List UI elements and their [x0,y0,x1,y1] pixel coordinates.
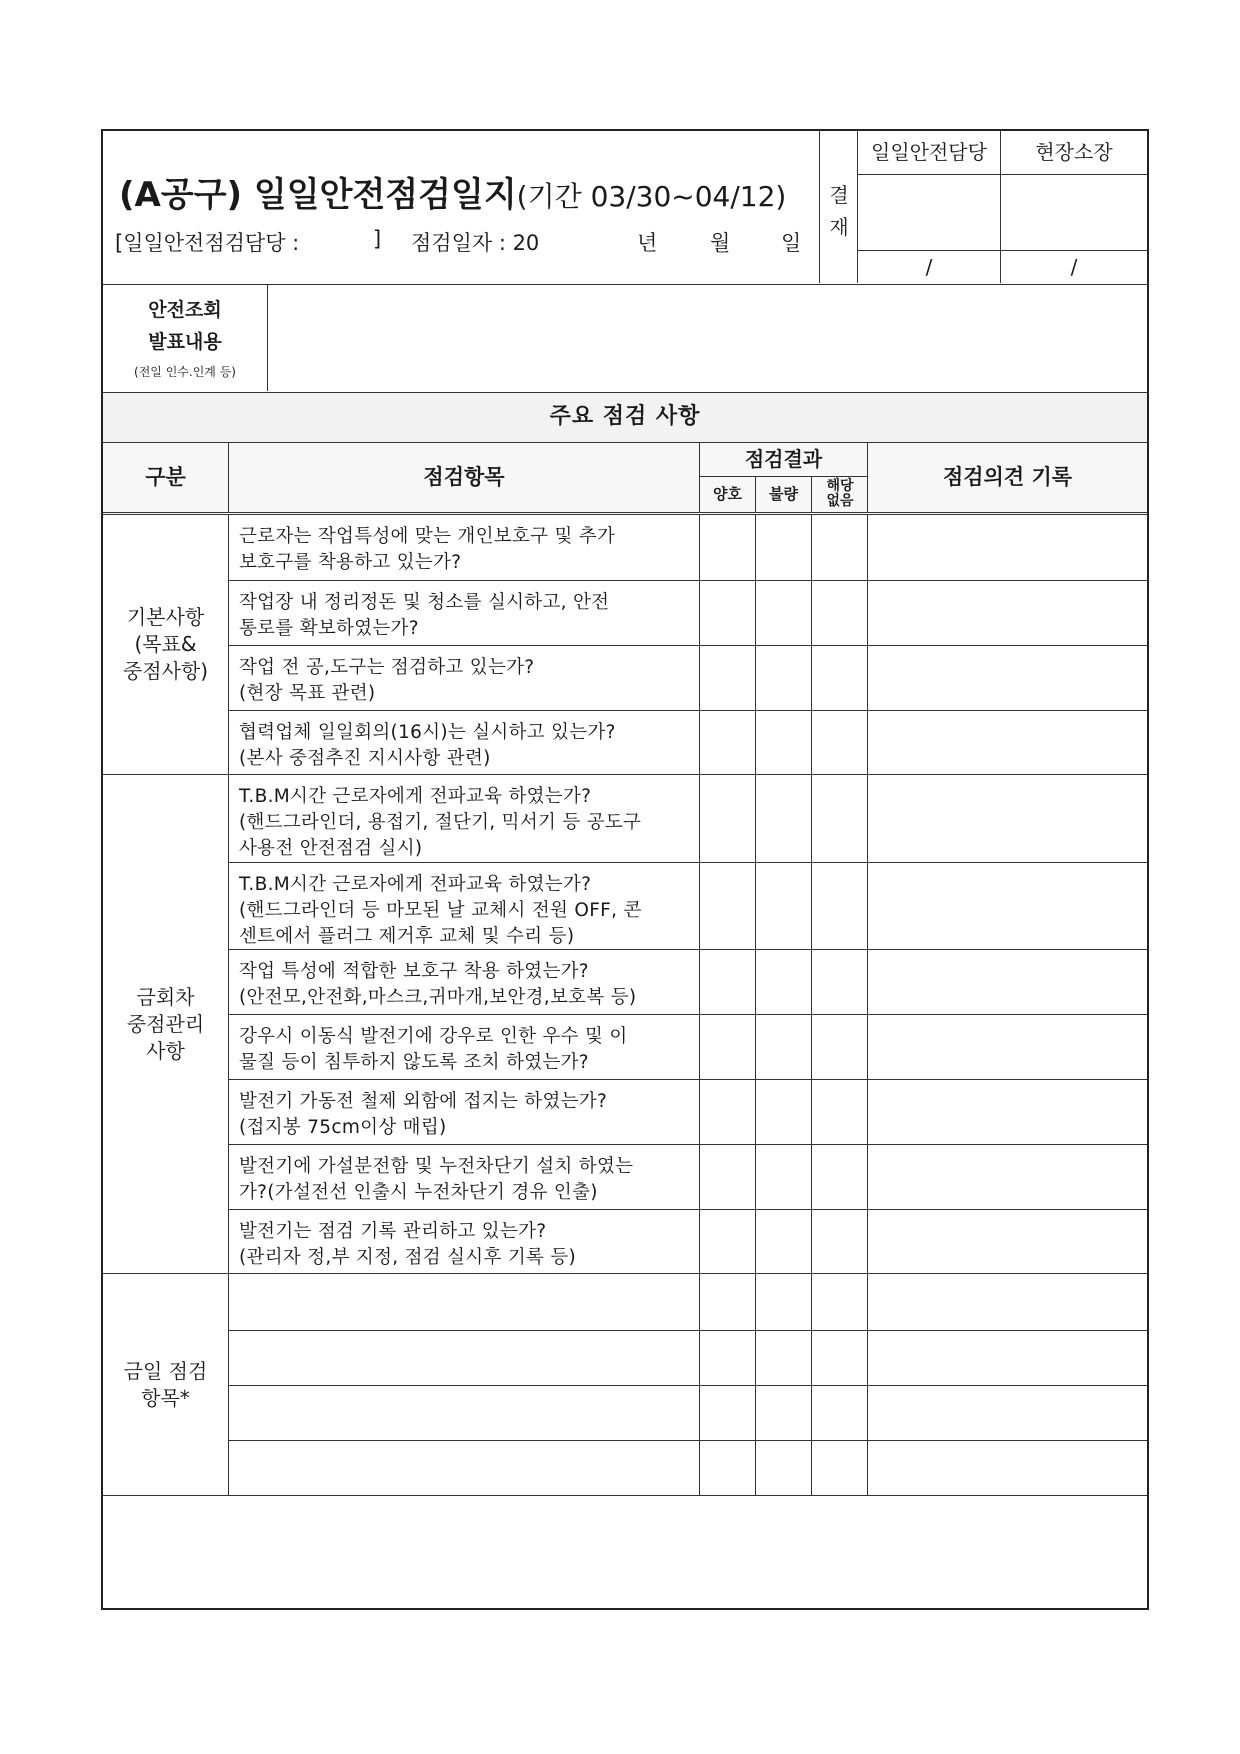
check-item-text: 강우시 이동식 발전기에 강우로 인한 우수 및 이 [239,1026,628,1047]
date-month: 월 [710,231,731,255]
manager-label: [일일안전점검담당 : [115,231,300,255]
check-item-text: T.B.M시간 근로자에게 전파교육 하였는가? [239,786,592,807]
date-day: 일 [781,231,802,255]
result-bad-cell[interactable] [756,1015,812,1079]
opinion-cell[interactable] [868,1441,1147,1496]
result-bad-cell[interactable] [756,1274,812,1330]
result-bad-cell[interactable] [756,646,812,710]
table-row [229,515,1147,580]
table-row [229,1274,1147,1330]
opinion-cell[interactable] [868,1331,1147,1385]
check-item-text: 발전기는 점검 기록 관리하고 있는가? [239,1221,547,1242]
table-row [229,1330,1147,1385]
result-na-cell[interactable] [812,1080,868,1144]
result-na-cell[interactable] [812,1386,868,1440]
meeting-label-note: (전일 인수.인계 등) [134,365,236,379]
header-result-na-line2: 없음 [826,493,854,509]
table-row [229,1079,1147,1144]
result-good-cell[interactable] [700,1274,756,1330]
check-item-text: 사용전 안전점검 실시) [239,838,423,859]
table-row [229,645,1147,710]
approval-label-bottom: 재 [829,215,849,239]
form-header [103,131,1147,285]
result-good-cell[interactable] [700,1145,756,1209]
result-na-cell[interactable] [812,1441,868,1496]
opinion-cell[interactable] [868,775,1147,862]
header-opinion: 점검의견 기록 [942,465,1073,489]
safety-meeting-label [103,285,268,391]
result-good-cell[interactable] [700,581,756,645]
check-item-text: 보호구를 착용하고 있는가? [239,552,462,573]
approval-col-site-title: 현장소장 [1001,131,1147,175]
table-row [229,775,1147,862]
opinion-cell[interactable] [868,711,1147,775]
check-item-cell [229,1145,700,1209]
result-na-cell[interactable] [812,1145,868,1209]
table-row [229,1209,1147,1274]
check-item-cell [229,863,700,949]
title-area [103,131,820,283]
result-na-cell[interactable] [812,1331,868,1385]
check-item-cell [229,711,700,775]
check-item-cell [229,646,700,710]
table-row [229,1440,1147,1496]
approval-signature-site[interactable] [1001,175,1147,251]
approval-col-site [1001,131,1147,283]
result-bad-cell[interactable] [756,1331,812,1385]
group-label: 금일 점검 항목* [103,1274,229,1495]
group-label: 금회차 중점관리 사항 [103,775,229,1273]
check-item-text: 근로자는 작업특성에 맞는 개인보호구 및 추가 [239,526,616,547]
date-label: 점검일자 : 20 [411,231,540,255]
approval-date-site[interactable]: / [1070,255,1078,279]
check-item-text: (핸드그라인더 등 마모된 날 교체시 전원 OFF, 콘 [239,900,642,921]
check-item-text: T.B.M시간 근로자에게 전파교육 하였는가? [239,874,592,895]
safety-meeting-row [103,285,1147,393]
check-item-cell[interactable] [229,1331,700,1385]
header-item: 점검항목 [229,443,700,512]
check-item-cell [229,515,700,580]
date-year: 년 [637,231,658,255]
header-gubun: 구분 [103,443,229,512]
check-item-text: (본사 중점추진 지시사항 관련) [239,748,491,769]
check-item-cell [229,1210,700,1274]
result-bad-cell[interactable] [756,1080,812,1144]
meeting-label-line2: 발표내용 [148,331,222,353]
section-title: 주요 점검 사항 [103,393,1147,443]
check-item-text: (현장 목표 관련) [239,683,376,704]
result-bad-cell[interactable] [756,950,812,1014]
opinion-cell[interactable] [868,1210,1147,1274]
result-na-cell[interactable] [812,711,868,775]
approval-col-safety [858,131,1001,283]
result-good-cell[interactable] [700,775,756,862]
approval-label [820,131,858,283]
result-bad-cell[interactable] [756,1210,812,1274]
result-bad-cell[interactable] [756,1386,812,1440]
opinion-cell[interactable] [868,1080,1147,1144]
result-bad-cell[interactable] [756,863,812,949]
check-item-cell [229,950,700,1014]
manager-bracket-close: ] [373,227,382,251]
approval-col-safety-title: 일일안전담당 [858,131,1000,175]
row-group [103,1274,1147,1496]
opinion-cell[interactable] [868,1274,1147,1330]
check-item-text: (안전모,안전화,마스크,귀마개,보안경,보호복 등) [239,987,637,1008]
result-bad-cell[interactable] [756,1145,812,1209]
opinion-cell[interactable] [868,581,1147,645]
approval-date-safety[interactable]: / [925,255,933,279]
row-group [103,515,1147,775]
result-bad-cell[interactable] [756,775,812,862]
check-item-cell [229,1080,700,1144]
manager-date-line [115,227,815,259]
header-result-title: 점검결과 [700,443,867,477]
page-title [119,167,786,216]
check-item-text: 가?(가설전선 인출시 누전차단기 경유 인출) [239,1182,598,1203]
result-good-cell[interactable] [700,515,756,580]
opinion-cell[interactable] [868,1145,1147,1209]
check-item-text: 작업장 내 정리정돈 및 청소를 실시하고, 안전 [239,592,610,613]
opinion-cell[interactable] [868,646,1147,710]
opinion-cell[interactable] [868,1015,1147,1079]
check-item-cell[interactable] [229,1386,700,1440]
result-na-cell[interactable] [812,775,868,862]
row-group [103,775,1147,1274]
result-good-cell[interactable] [700,1441,756,1496]
result-na-cell[interactable] [812,1210,868,1274]
result-good-cell[interactable] [700,1386,756,1440]
result-na-cell[interactable] [812,581,868,645]
check-item-text: 센트에서 플러그 제거후 교체 및 수리 등) [239,926,575,947]
result-na-cell[interactable] [812,1015,868,1079]
approval-area [820,131,1147,283]
check-item-cell[interactable] [229,1441,700,1496]
result-good-cell[interactable] [700,1015,756,1079]
opinion-cell[interactable] [868,950,1147,1014]
header-result-good: 양호 [700,477,756,512]
result-bad-cell[interactable] [756,1441,812,1496]
table-row [229,1385,1147,1440]
result-good-cell[interactable] [700,1210,756,1274]
result-good-cell[interactable] [700,950,756,1014]
check-item-text: 발전기에 가설분전함 및 누전차단기 설치 하였는 [239,1156,634,1177]
opinion-cell[interactable] [868,863,1147,949]
check-item-text: 발전기 가동전 철제 외함에 접지는 하였는가? [239,1091,608,1112]
result-na-cell[interactable] [812,646,868,710]
result-na-cell[interactable] [812,863,868,949]
group-label: 기본사항 (목표& 중점사항) [103,515,229,774]
check-item-text: 작업 전 공,도구는 점검하고 있는가? [239,657,535,678]
check-item-text: (핸드그라인더, 용접기, 절단기, 믹서기 등 공도구 [239,812,642,833]
opinion-cell[interactable] [868,1386,1147,1440]
meeting-label-line1: 안전조회 [148,299,222,321]
check-item-text: (관리자 정,부 지정, 점검 실시후 기록 등) [239,1247,577,1268]
opinion-cell[interactable] [868,515,1147,580]
header-result [700,443,868,512]
check-item-text: 작업 특성에 적합한 보호구 착용 하였는가? [239,961,589,982]
result-bad-cell[interactable] [756,515,812,580]
table-row [229,862,1147,949]
header-result-na-line1: 해당 [826,478,854,494]
check-item-cell [229,775,700,862]
table-row [229,710,1147,775]
check-item-text: 물질 등이 침투하지 않도록 조치 하였는가? [239,1052,589,1073]
table-row [229,1144,1147,1209]
header-result-na [812,477,868,512]
result-na-cell[interactable] [812,950,868,1014]
check-item-cell [229,1015,700,1079]
result-na-cell[interactable] [812,515,868,580]
check-item-cell[interactable] [229,1274,700,1330]
check-item-text: 통로를 확보하였는가? [239,618,419,639]
approval-signature-safety[interactable] [858,175,1000,251]
result-good-cell[interactable] [700,1080,756,1144]
inspection-form [101,129,1149,1610]
table-row [229,580,1147,645]
result-bad-cell[interactable] [756,711,812,775]
table-row [229,1014,1147,1079]
result-good-cell[interactable] [700,646,756,710]
approval-label-top: 결 [829,183,849,207]
result-bad-cell[interactable] [756,581,812,645]
result-good-cell[interactable] [700,1331,756,1385]
result-good-cell[interactable] [700,863,756,949]
table-row [229,949,1147,1014]
check-item-cell [229,581,700,645]
result-good-cell[interactable] [700,711,756,775]
table-header [103,443,1147,515]
header-result-bad: 불량 [756,477,812,512]
title-main: (A공구) 일일안전점검일지 [119,175,517,215]
title-period: (기간 03/30~04/12) [516,180,787,213]
check-item-text: (접지봉 75cm이상 매립) [239,1117,447,1138]
result-na-cell[interactable] [812,1274,868,1330]
check-item-text: 협력업체 일일회의(16시)는 실시하고 있는가? [239,722,616,743]
